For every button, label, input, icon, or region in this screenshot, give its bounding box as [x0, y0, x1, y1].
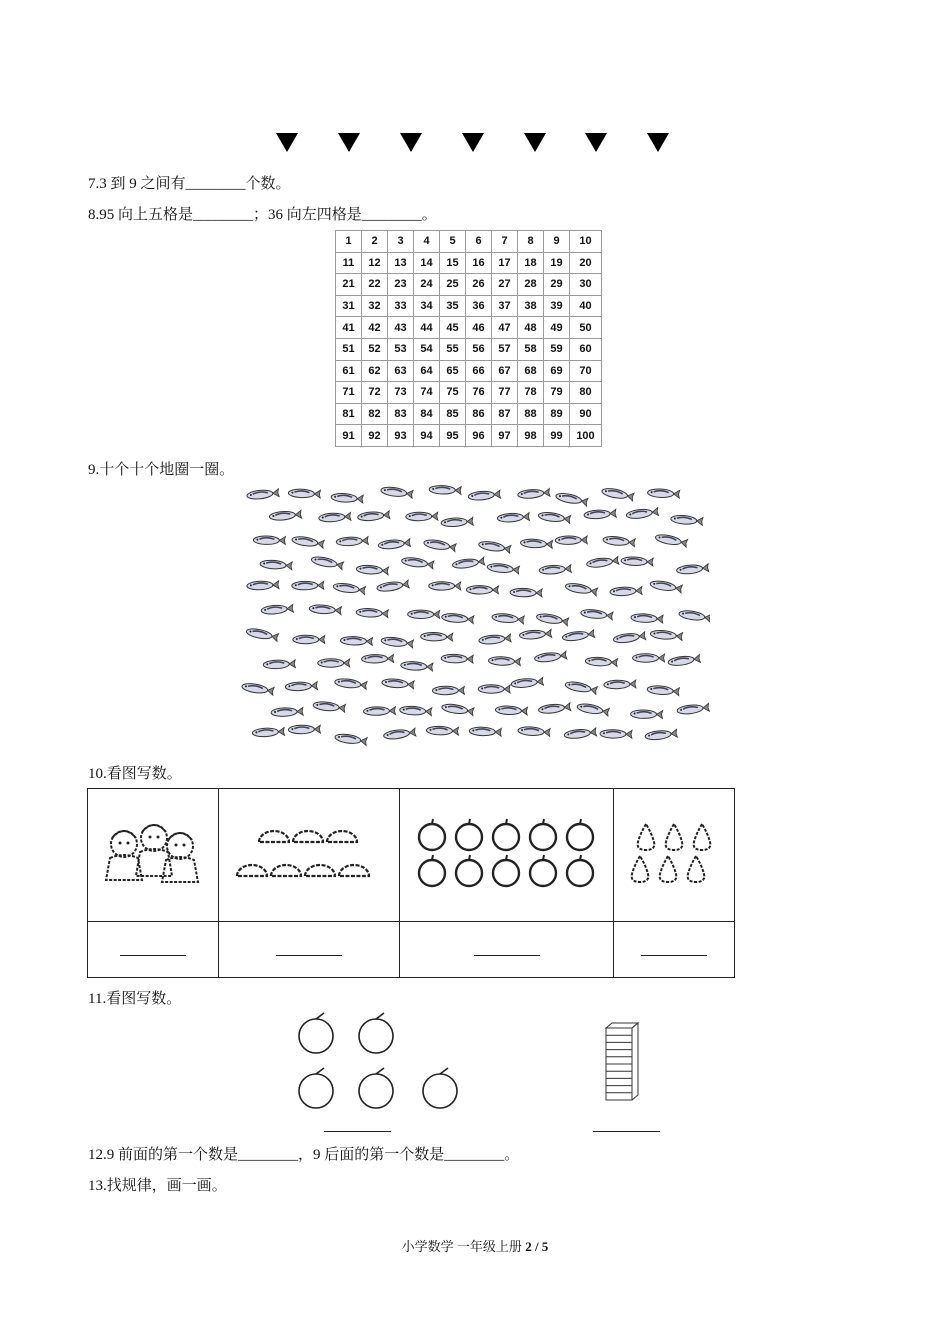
hundred-chart-cell: 18 [518, 252, 544, 274]
fish-icon [586, 556, 619, 568]
hundred-chart-cell: 53 [388, 338, 414, 360]
triangle-icon [585, 133, 607, 152]
hundred-chart-cell: 68 [518, 360, 544, 382]
fish-icon [492, 613, 525, 624]
fish-icon [376, 580, 409, 593]
hundred-chart-cell: 42 [362, 317, 388, 339]
buns-cell [219, 789, 400, 922]
answer-blank[interactable] [324, 1131, 391, 1132]
hundred-chart-row [336, 425, 602, 447]
hundred-chart-cell: 72 [362, 382, 388, 404]
fish-icon [488, 656, 520, 666]
hundred-chart-cell: 34 [414, 295, 440, 317]
page-footer [0, 1236, 950, 1255]
fish-icon [432, 686, 464, 695]
hundred-chart-cell: 44 [414, 317, 440, 339]
fish-icon [378, 538, 411, 549]
fish-icon [562, 629, 595, 642]
hundred-chart-cell: 37 [492, 295, 518, 317]
answer-blank[interactable] [474, 954, 540, 956]
hundred-chart-cell: 22 [362, 274, 388, 296]
fish-icon [536, 612, 569, 626]
hundred-chart-cell: 13 [388, 252, 414, 274]
hundred-chart-cell: 63 [388, 360, 414, 382]
fish-icon [421, 632, 453, 641]
fish-icon [676, 564, 709, 575]
hundred-chart-cell: 11 [336, 252, 362, 274]
fish-icon [670, 515, 703, 526]
hundred-chart [335, 230, 602, 447]
question-10: 10.看图写数。 [88, 766, 182, 782]
fish-icon [655, 533, 688, 547]
hundred-chart-cell: 3 [388, 231, 414, 253]
answer-cell[interactable] [219, 922, 400, 978]
hundred-chart-row [336, 252, 602, 274]
fish-icon [555, 536, 587, 545]
fish-icon [334, 733, 367, 746]
hundred-chart-cell: 97 [492, 425, 518, 447]
hundred-chart-cell: 78 [518, 382, 544, 404]
fish-icon [580, 608, 613, 620]
fish-icon [633, 654, 665, 662]
fish-icon [441, 517, 473, 527]
hundred-chart-cell: 4 [414, 231, 440, 253]
hundred-chart-cell: 2 [362, 231, 388, 253]
fish-icon [333, 582, 366, 595]
fish-icon [534, 651, 567, 663]
hundred-chart-cell: 26 [466, 274, 492, 296]
fish-icon [331, 493, 363, 504]
hundred-chart-cell: 75 [440, 382, 466, 404]
hundred-chart-cell: 15 [440, 252, 466, 274]
fish-icon [555, 492, 588, 507]
fish-icon [383, 728, 416, 740]
fish-icon [406, 512, 438, 521]
hundred-chart-cell: 88 [518, 403, 544, 425]
fish-icon [241, 682, 274, 695]
buns-picture [229, 818, 389, 888]
hundred-chart-cell: 91 [336, 425, 362, 447]
fish-icon [292, 581, 324, 590]
fish-icon [647, 685, 680, 696]
fish-icon [311, 555, 344, 570]
hundred-chart-cell: 21 [336, 274, 362, 296]
hundred-chart-cell: 100 [570, 425, 602, 447]
fish-icon [253, 536, 285, 545]
fish-icon [408, 610, 440, 619]
fish-icon [518, 726, 550, 736]
fish-icon [260, 560, 292, 570]
fish-icon [293, 635, 325, 644]
fish-icon [288, 489, 320, 499]
hundred-chart-cell: 31 [336, 295, 362, 317]
hundred-chart-cell: 95 [440, 425, 466, 447]
hundred-chart-cell: 6 [466, 231, 492, 253]
hundred-chart-cell: 28 [518, 274, 544, 296]
fish-icon [538, 511, 571, 523]
fish-icon [452, 557, 485, 570]
fish-icon [510, 588, 542, 597]
hundred-chart-cell: 8 [518, 231, 544, 253]
fish-icon [520, 539, 552, 549]
fish-icon [362, 654, 394, 663]
fish-icon [668, 654, 701, 666]
hundred-chart-cell: 70 [570, 360, 602, 382]
triangle-icon [524, 133, 546, 152]
answer-blank[interactable] [276, 954, 342, 956]
hundred-chart-cell: 85 [440, 403, 466, 425]
question-9: 9.十个十个地圈一圈。 [88, 462, 235, 478]
hundred-chart-cell: 52 [362, 338, 388, 360]
hundred-chart-cell: 62 [362, 360, 388, 382]
hundred-chart-cell: 54 [414, 338, 440, 360]
fish-icon [466, 586, 498, 595]
hundred-chart-cell: 49 [544, 317, 570, 339]
triangle-icon [462, 133, 484, 152]
hundred-chart-cell: 1 [336, 231, 362, 253]
fish-icon [479, 634, 512, 645]
question-13: 13.找规律，画一画。 [88, 1178, 227, 1194]
hundred-chart-cell: 16 [466, 252, 492, 274]
fish-icon [401, 661, 433, 671]
hundred-chart-cell: 79 [544, 382, 570, 404]
hundred-chart-cell: 59 [544, 338, 570, 360]
answer-cell[interactable] [88, 922, 219, 978]
dolls-cell [88, 789, 219, 922]
hundred-chart-cell: 47 [492, 317, 518, 339]
fish-icon [380, 486, 413, 499]
hundred-chart-cell: 58 [518, 338, 544, 360]
hundred-chart-cell: 81 [336, 403, 362, 425]
hundred-chart-cell: 74 [414, 382, 440, 404]
hundred-chart-cell: 61 [336, 360, 362, 382]
hundred-chart-cell: 23 [388, 274, 414, 296]
hundred-chart-cell: 57 [492, 338, 518, 360]
count-picture-table [87, 788, 735, 978]
hundred-chart-row [336, 382, 602, 404]
hundred-chart-cell: 99 [544, 425, 570, 447]
fish-icon [441, 613, 474, 624]
answer-blank[interactable] [120, 954, 186, 956]
fish-icon [441, 703, 474, 716]
fish-icon [252, 727, 284, 737]
hundred-chart-cell: 9 [544, 231, 570, 253]
fish-icon [382, 678, 415, 689]
hundred-chart-cell: 46 [466, 317, 492, 339]
fish-icon [313, 701, 346, 713]
hundred-chart-cell: 20 [570, 252, 602, 274]
dolls-picture [98, 818, 208, 888]
hundred-chart-cell: 39 [544, 295, 570, 317]
hundred-chart-cell: 50 [570, 317, 602, 339]
fish-icon [518, 488, 551, 499]
hundred-chart-cell: 51 [336, 338, 362, 360]
answer-blank[interactable] [641, 954, 707, 956]
hundred-chart-cell: 5 [440, 231, 466, 253]
fish-icon [261, 604, 294, 615]
fish-icon [363, 706, 395, 715]
hundred-chart-row [336, 360, 602, 382]
triangle-icon [338, 133, 360, 152]
apples-cell [400, 789, 614, 922]
hundred-chart-cell: 86 [466, 403, 492, 425]
hundred-chart-cell: 35 [440, 295, 466, 317]
fish-icon [381, 636, 414, 648]
hundred-chart-cell: 67 [492, 360, 518, 382]
fish-icon [246, 627, 279, 642]
hundred-chart-cell: 89 [544, 403, 570, 425]
apples-picture [412, 816, 602, 890]
fish-icon [631, 613, 663, 623]
hundred-chart-cell: 90 [570, 403, 602, 425]
hundred-chart-cell: 41 [336, 317, 362, 339]
fish-icon [600, 729, 632, 738]
answer-cell[interactable] [400, 922, 614, 978]
hundred-chart-cell: 29 [544, 274, 570, 296]
fish-icon [538, 703, 571, 715]
cube-stack-picture [600, 1020, 642, 1104]
hundred-chart-cell: 66 [466, 360, 492, 382]
hundred-chart-cell: 45 [440, 317, 466, 339]
fish-icon [677, 703, 710, 715]
fish-icon [565, 582, 598, 596]
hundred-chart-cell: 48 [518, 317, 544, 339]
answer-blank[interactable] [593, 1131, 660, 1132]
fish-icon [356, 565, 388, 575]
hundred-chart-cell: 32 [362, 295, 388, 317]
hundred-chart-cell: 30 [570, 274, 602, 296]
hundred-chart-cell: 65 [440, 360, 466, 382]
hundred-chart-cell: 83 [388, 403, 414, 425]
fish-icon [441, 654, 473, 663]
hundred-chart-cell: 12 [362, 252, 388, 274]
fish-icon [564, 728, 597, 740]
fish-icon [269, 510, 302, 521]
fish-icon [429, 485, 461, 495]
hundred-chart-cell: 40 [570, 295, 602, 317]
pears-picture [624, 818, 724, 888]
fish-icon [478, 540, 511, 553]
hundred-chart-cell: 94 [414, 425, 440, 447]
hundred-chart-cell: 55 [440, 338, 466, 360]
triangle-icon [647, 133, 669, 152]
fish-icon [291, 535, 324, 548]
hundred-chart-cell: 69 [544, 360, 570, 382]
apples-five-picture [290, 1010, 470, 1110]
fish-icon [426, 726, 458, 735]
fish-icon [285, 681, 317, 691]
fish-icon [340, 636, 372, 646]
fish-icon [423, 538, 456, 551]
hundred-chart-cell: 87 [492, 403, 518, 425]
fish-icon [247, 581, 279, 591]
fish-icon [539, 564, 571, 574]
hundred-chart-cell: 38 [518, 295, 544, 317]
fish-icon [319, 512, 351, 522]
hundred-chart-row [336, 295, 602, 317]
fish-icon [334, 678, 367, 690]
fish-icon [613, 632, 646, 644]
hundred-chart-cell: 92 [362, 425, 388, 447]
fish-icon [357, 510, 390, 521]
fish-icon [647, 488, 679, 498]
fish-icon [626, 507, 659, 519]
fish-icon [495, 706, 527, 716]
hundred-chart-cell: 19 [544, 252, 570, 274]
answer-cell[interactable] [614, 922, 735, 978]
page-number: 2 / 5 [525, 1239, 549, 1254]
fish-icon [519, 629, 552, 640]
fish-icon [356, 608, 388, 618]
hundred-chart-cell: 71 [336, 382, 362, 404]
question-8: 8.95 向上五格是________；36 向左四格是________。 [88, 207, 437, 223]
fish-icon [401, 556, 434, 569]
hundred-chart-cell: 80 [570, 382, 602, 404]
hundred-chart-row [336, 338, 602, 360]
hundred-chart-cell: 96 [466, 425, 492, 447]
hundred-chart-cell: 24 [414, 274, 440, 296]
hundred-chart-cell: 64 [414, 360, 440, 382]
hundred-chart-cell: 98 [518, 425, 544, 447]
hundred-chart-cell: 76 [466, 382, 492, 404]
fish-icon [603, 535, 636, 547]
hundred-chart-row [336, 274, 602, 296]
fish-icon [645, 729, 678, 741]
fish-icon [263, 660, 295, 669]
question-11: 11.看图写数。 [88, 991, 182, 1007]
hundred-chart-cell: 43 [388, 317, 414, 339]
fish-picture [240, 480, 710, 760]
fish-icon [487, 563, 520, 575]
fish-icon [497, 512, 529, 522]
hundred-chart-cell: 7 [492, 231, 518, 253]
hundred-chart-row [336, 403, 602, 425]
fish-icon [631, 710, 663, 719]
fish-icon [478, 685, 510, 694]
hundred-chart-cell: 73 [388, 382, 414, 404]
fish-icon [288, 725, 320, 734]
hundred-chart-cell: 93 [388, 425, 414, 447]
fish-icon [610, 586, 642, 596]
question-12: 12.9 前面的第一个数是________，9 后面的第一个数是________。 [88, 1147, 520, 1163]
triangle-icon [400, 133, 422, 152]
hundred-chart-cell: 17 [492, 252, 518, 274]
fish-icon [318, 659, 350, 667]
fish-icon [309, 604, 342, 615]
hundred-chart-cell: 56 [466, 338, 492, 360]
fish-icon [576, 702, 609, 716]
fish-icon [678, 609, 710, 622]
pears-cell [614, 789, 735, 922]
fish-icon [247, 489, 280, 501]
fish-icon [429, 582, 461, 590]
fish-icon [468, 490, 501, 501]
hundred-chart-cell: 14 [414, 252, 440, 274]
fish-icon [585, 657, 617, 667]
hundred-chart-cell: 36 [466, 295, 492, 317]
hundred-chart-cell: 25 [440, 274, 466, 296]
hundred-chart-cell: 27 [492, 274, 518, 296]
footer-text: 小学数学 一年级上册 [401, 1239, 526, 1254]
hundred-chart-row [336, 231, 602, 253]
fish-icon [336, 536, 368, 546]
fish-icon [511, 677, 544, 688]
fish-icon [650, 629, 683, 640]
hundred-chart-row [336, 317, 602, 339]
hundred-chart-cell: 60 [570, 338, 602, 360]
hundred-chart-cell: 10 [570, 231, 602, 253]
fish-icon [399, 706, 431, 716]
hundred-chart-cell: 33 [388, 295, 414, 317]
question-7: 7.3 到 9 之间有________个数。 [88, 176, 291, 192]
fish-icon [271, 707, 303, 717]
hundred-chart-cell: 84 [414, 403, 440, 425]
fish-icon [584, 509, 616, 519]
fish-icon [601, 487, 634, 501]
triangle-icon [276, 133, 298, 152]
fish-icon [649, 579, 682, 593]
fish-icon [469, 727, 501, 737]
fish-icon [565, 680, 598, 695]
fish-icon [604, 680, 636, 689]
fish-icon [621, 556, 653, 566]
hundred-chart-cell: 82 [362, 403, 388, 425]
hundred-chart-cell: 77 [492, 382, 518, 404]
